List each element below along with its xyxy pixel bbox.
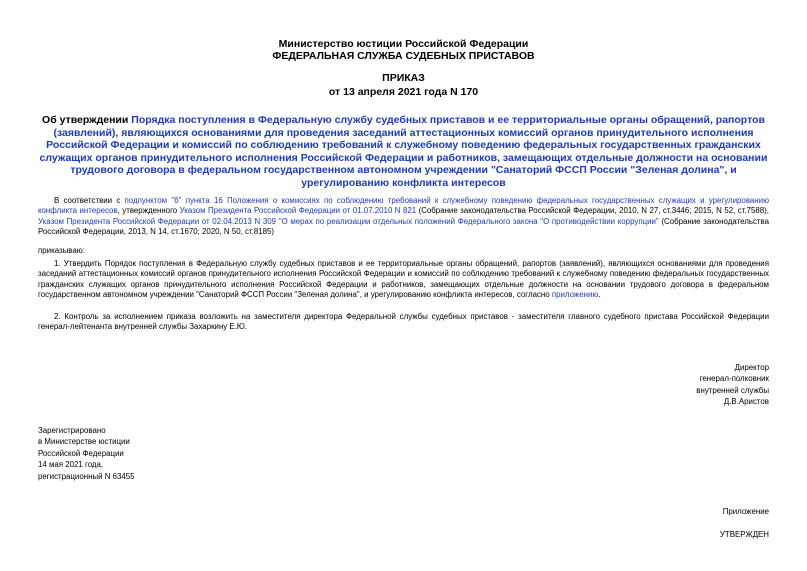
preamble-link-decree-821[interactable]: Указом Президента Российской Федерации от 01.07.2010 N 821	[179, 206, 417, 216]
item-1-paragraph	[38, 259, 769, 301]
preamble-text-1: В соответствии с	[54, 196, 125, 205]
preamble-link-subpoint[interactable]: подпунктом "б" пункта 16 Положения о комиссиях по соблюдению требований к служебному поведению федеральных государственных служащих и урегулированию конфликта интересов	[38, 196, 769, 216]
appendix-label: Приложение	[722, 507, 769, 516]
signature-block	[560, 362, 769, 408]
document-title	[38, 114, 769, 190]
title-link[interactable]: Порядка поступления в Федеральную службу судебных приставов и ее территориальные органы обращений, рапортов (заявлений), являющихся основаниями для проведения заседаний аттестационных комиссий органов принудительного исполнения Российской Федерации и комиссий по соблюдению требований к служебному поведению федеральных государственных гражданских служащих органов принудительного исполнения Российской Федерации и работников, замещающих отдельные должности на основании трудового договора в федеральном государственном автономном учреждении "Санаторий ФССП России "Зеленая долина", и урегулированию конфликта интересов	[39, 114, 768, 189]
doc-type-heading: ПРИКАЗ	[382, 72, 425, 84]
registration-line-3: Российской Федерации	[38, 448, 124, 458]
registration-line-1: Зарегистрировано	[38, 426, 106, 435]
preamble-text-2: , утвержденного	[117, 206, 180, 216]
registration-line-2: в Министерстве юстиции	[38, 437, 130, 447]
preamble-text-5: (Собрание законодательства Российской Федерации, 2013, N 14, ст.1670; 2020, N 50, ст.8185)	[38, 216, 769, 237]
date-number-heading: от 13 апреля 2021 года N 170	[328, 86, 479, 98]
preamble-link-decree-309[interactable]: Указом Президента Российской Федерации от 02.04.2013 N 309	[38, 216, 277, 226]
registration-date: 14 мая 2021 года,	[38, 460, 104, 470]
ministry-heading: Министерство юстиции Российской Федерации	[278, 38, 529, 50]
item-1-end: .	[598, 290, 601, 300]
approved-label: УТВЕРЖДЕН	[719, 530, 769, 539]
preamble-link-anticorruption[interactable]: "О мерах по реализации отдельных положений Федерального закона "О противодействии коррупции"	[278, 216, 659, 226]
registration-block	[38, 425, 338, 482]
order-word: приказываю:	[38, 246, 85, 255]
item-2-paragraph: 2. Контроль за исполнением приказа возложить на заместителя директора Федеральной службы судебных приставов - заместителя главного судебного пристава Российской Федерации генерал-лейтенанта внутренней службы Захаркину Е.Ю.	[38, 312, 769, 332]
signature-name: Д.В.Аристов	[723, 397, 769, 407]
signature-position: Директор	[734, 363, 769, 372]
preamble-paragraph	[38, 196, 769, 238]
signature-service: внутренней службы	[696, 385, 769, 395]
registration-number: регистрационный N 63455	[38, 471, 135, 481]
preamble-text-3: (Собрание законодательства Российской Федерации, 2010, N 27, ст.3446; 2015, N 52, ст.7588),	[416, 206, 769, 216]
title-prefix: Об утверждении	[42, 114, 132, 126]
service-heading: ФЕДЕРАЛЬНАЯ СЛУЖБА СУДЕБНЫХ ПРИСТАВОВ	[272, 50, 535, 62]
signature-rank: генерал-полковник	[699, 374, 769, 384]
item-1-text: 1. Утвердить Порядок поступления в Федеральную службу судебных приставов и ее территориальные органы обращений, рапортов (заявлений), являющихся основаниями для проведения заседаний аттестационных комиссий органов принудительного исполнения Российской Федерации и комиссий по соблюдению требований к служебному поведению федеральных государственных гражданских служащих органов принудительного исполнения Российской Федерации и работников, замещающих отдельные должности на основании трудового договора в федеральном государственном автономном учреждении "Санаторий ФССП России "Зеленая долина", и урегулированию конфликта интересов, согласно	[38, 259, 769, 300]
appendix-link[interactable]: приложению	[551, 290, 599, 300]
